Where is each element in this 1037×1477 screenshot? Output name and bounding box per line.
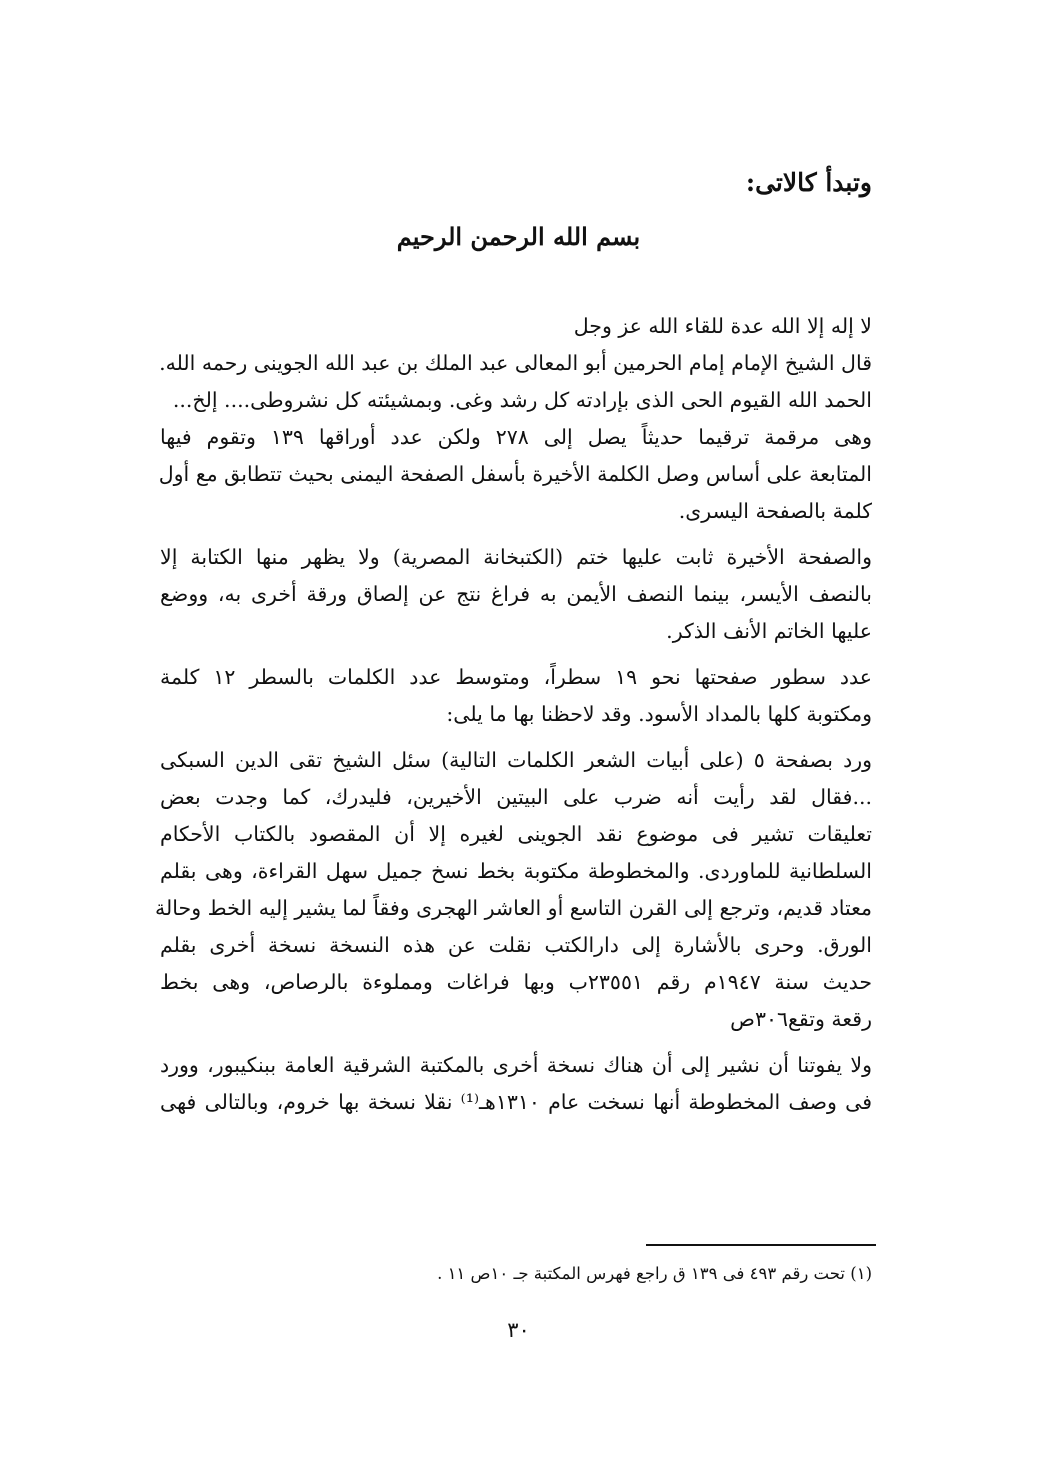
footnote: (١) تحت رقم ٤٩٣ فى ١٣٩ ق راجع فهرس المكتبة جـ ١٠ص ١١ . (437, 1264, 872, 1283)
text-line: قال الشيخ الإمام إمام الحرمين أبو المعالى عبد الملك بن عبد الله الجوينى رحمه الله. (159, 351, 872, 375)
text-line: الحمد الله القيوم الحى الذى بإرادته كل رشد وغى. وبمشيئته كل نشروطى.... إلخ... (172, 388, 872, 412)
paragraph-gap (160, 733, 872, 742)
paragraph-gap (160, 1038, 872, 1047)
text-line: ...فقال لقد رأيت أنه ضرب على البيتين الأخيرين، فليدرك، كما وجدت بعض (160, 785, 872, 809)
text-line: السلطانية للماوردى. والمخطوطة مكتوبة بخط نسخ جميل سهل القراءة، وهى بقلم (160, 859, 872, 883)
text-line: عدد سطور صفحتها نحو ١٩ سطراً، ومتوسط عدد الكلمات بالسطر ١٢ كلمة (160, 665, 873, 689)
basmala-title: بسم الله الرحمن الرحيم (396, 222, 641, 251)
text-line: فى وصف المخطوطة أنها نسخت عام ١٣١٠هـ⁽¹⁾ نقلا نسخة بها خروم، وبالتالى فهى (160, 1090, 873, 1114)
section-heading: وتبدأ كالاتى: (745, 168, 872, 197)
text-line: معتاد قديم، وترجع إلى القرن التاسع أو العاشر الهجرى وفقاً لما يشير إليه الخط وحالة (155, 896, 872, 920)
text-line: تعليقات تشير فى موضوع نقد الجوينى لغيره إلا أن المقصود بالكتاب الأحكام (160, 822, 872, 846)
page-number: ٣٠ (507, 1318, 530, 1342)
text-line: ومكتوبة كلها بالمداد الأسود. وقد لاحظنا بها ما يلى: (446, 702, 872, 726)
text-line: المتابعة على أساس وصل الكلمة الأخيرة بأسفل الصفحة اليمنى بحيث تتطابق مع أول (158, 462, 872, 486)
text-line: وهى مرقمة ترقيما حديثاً يصل إلى ٢٧٨ ولكن عدد أوراقها ١٣٩ وتقوم فيها (160, 425, 872, 449)
text-line: ولا يفوتنا أن نشير إلى أن هناك نسخة أخرى بالمكتبة الشرقية العامة ببنكيبور، وورد (160, 1053, 872, 1077)
text-line: حديث سنة ١٩٤٧م رقم ٢٣٥٥١ب وبها فراغات ومملوءة بالرصاص، وهى بخط (160, 970, 873, 994)
footnote-divider (646, 1244, 876, 1246)
paragraph-gap (160, 530, 872, 539)
text-line: بالنصف الأيسر، بينما النصف الأيمن به فراغ نتج عن إلصاق ورقة أخرى به، ووضع (160, 582, 872, 606)
text-line: ورد بصفحة ٥ (على أبيات الشعر الكلمات التالية) سئل الشيخ تقى الدين السبكى (160, 748, 872, 772)
body-text (155, 308, 873, 1121)
text-line: لا إله إلا الله عدة للقاء الله عز وجل (573, 314, 872, 338)
text-line: عليها الخاتم الأنف الذكر. (666, 619, 872, 643)
text-line: كلمة بالصفحة اليسرى. (678, 499, 872, 523)
text-line: والصفحة الأخيرة ثابت عليها ختم (الكتبخانة المصرية) ولا يظهر منها الكتابة إلا (160, 545, 872, 569)
paragraph-gap (160, 650, 872, 659)
text-line: الورق. وحرى بالأشارة إلى دارالكتب نقلت عن هذه النسخة نسخة أخرى بقلم (160, 933, 872, 957)
text-line: رقعة وتقع٣٠٦ص (730, 1007, 872, 1031)
